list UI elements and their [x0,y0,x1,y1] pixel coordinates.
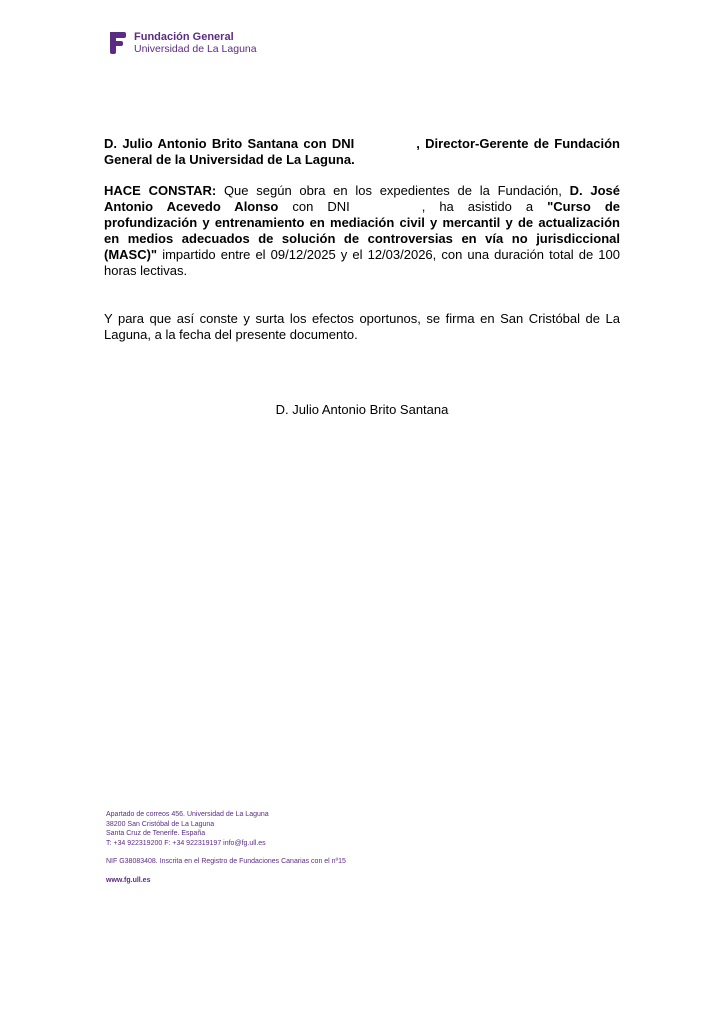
footer-address-line3: Santa Cruz de Tenerife. España [106,830,206,837]
paragraph-closing: Y para que así conste y surta los efectos oportunos, se firma en San Cristóbal de La Laguna, a la fecha del presente documento. [104,311,620,342]
logo-title: Fundación General [134,31,234,43]
director-intro: D. Julio Antonio Brito Santana con DNI [104,136,355,151]
certification-text: Que según obra en los expedientes de la Fundación, [216,183,570,198]
foundation-logo-icon [108,30,128,56]
paragraph-certification [104,183,620,279]
foundation-logo [108,30,257,56]
attended-text: , ha asistido a [421,199,548,214]
paragraph-director [104,136,620,168]
signature-name: D. Julio Antonio Brito Santana [275,402,449,417]
attendee-dni-label: con DNI [278,199,350,214]
footer-website-link[interactable]: www.fg.ull.es [106,876,151,884]
document-body [104,136,620,343]
footer-address-line1: Apartado de correos 456. Universidad de La Laguna [106,811,269,818]
attendee-name: D. José Antonio Acevedo Alonso [104,183,621,214]
director-title: , Director-Gerente de Fundación General de la Universidad de La Laguna. [104,136,620,167]
footer-contact: T: +34 922319200 F: +34 922319197 info@fg.ull.es [106,839,266,847]
logo-subtitle: Universidad de La Laguna [134,43,257,55]
course-title: "Curso de profundización y entrenamiento en mediación civil y mercantil y de actualización en medios adecuados de solución de controversias en vía no jurisdiccional (MASC)" [104,199,620,262]
footer-nif: NIF G38083408. Inscrita en el Registro de Fundaciones Canarias con el nº15 [106,858,346,865]
certification-label: HACE CONSTAR: [104,183,217,198]
course-dates-text: impartido entre el 09/12/2025 y el 12/03/2026, con una duración total de 100 horas lectivas. [104,247,620,278]
footer-address-line2: 38200 San Cristóbal de La Laguna [106,820,215,828]
footer [106,810,346,885]
